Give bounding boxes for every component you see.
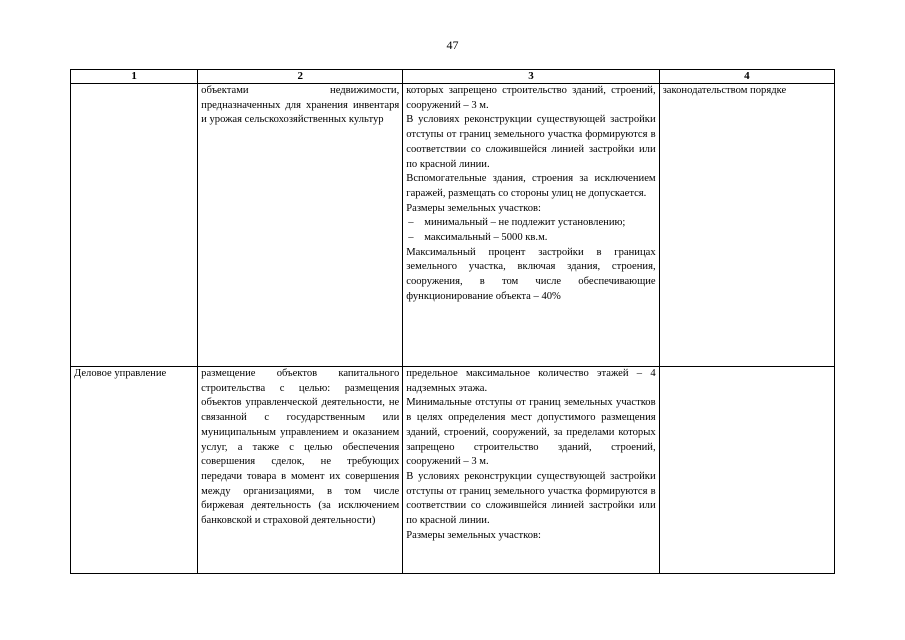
use-description-cell [198,367,403,574]
parameter-paragraph: Размеры земельных участков: [406,202,541,214]
column-header-2: 2 [198,70,403,84]
parameter-paragraph: Вспомогательные здания, строения за исключением гаражей, размещать со стороны улиц не допускается. [406,173,656,199]
column-header-3: 3 [403,70,659,84]
parameter-paragraph: которых запрещено строительство зданий, строений, сооружений – 3 м. [406,85,656,111]
table-row [71,84,835,367]
parameter-list-item [406,231,655,246]
use-description-text: объектами недвижимости, предназначенных для хранения инвентаря и урожая сельскохозяйственных культур [201,85,400,126]
dash-bullet-icon: – [408,217,414,229]
parameter-paragraph: В условиях реконструкции существующей застройки отступы от границ земельного участка формируются в соответствии со сложившейся линией застройки или по красной линии. [406,114,656,170]
table-row [71,367,835,574]
column-header-1: 1 [71,70,198,84]
parameter-list-item-text: минимальный – не подлежит установлению; [424,217,626,229]
parameters-cell [403,367,659,574]
use-description-cell [198,84,403,367]
dash-bullet-icon: – [408,232,414,244]
parameter-list-item [406,216,655,231]
parameter-list-item-text: максимальный – 5000 кв.м. [424,232,548,244]
use-type-cell: Деловое управление [71,367,198,574]
notes-cell: законодательством порядке [659,84,834,367]
parameter-paragraph: предельное максимальное количество этажей – 4 надземных этажа. [406,368,656,394]
parameter-paragraph: Размеры земельных участков: [406,529,541,541]
parameter-paragraph: В условиях реконструкции существующей застройки отступы от границ земельного участка формируются в соответствии со сложившейся линией застройки или по красной линии. [406,470,656,527]
parameter-paragraph: Максимальный процент застройки в границах земельного участка, включая здания, строения, сооружения, в том числе обеспечивающие функционирование объекта – 40% [406,246,656,302]
header-row [71,70,835,84]
notes-cell [659,367,834,574]
use-type-cell [71,84,198,367]
parameters-cell [403,84,659,367]
parameter-paragraph: Минимальные отступы от границ земельных участков в целях определения мест допустимого размещения зданий, строений, сооружений, за пределами которых запрещено строительство зданий, строений, сооружений – 3 м. [406,397,656,468]
use-description-text: размещение объектов капитального строительства с целью: размещения объектов управленческой деятельности, не связанной с государственным или муниципальным управлением и оказанием услуг, а также с целью обеспечения совершения сделок, не требующих передачи товара в момент их совершения между организациями, в том числе биржевая деятельность (за исключением банковской и страховой деятельности) [201,368,400,527]
column-header-4: 4 [659,70,834,84]
page-number: 47 [446,38,459,52]
regulations-table [70,69,835,574]
